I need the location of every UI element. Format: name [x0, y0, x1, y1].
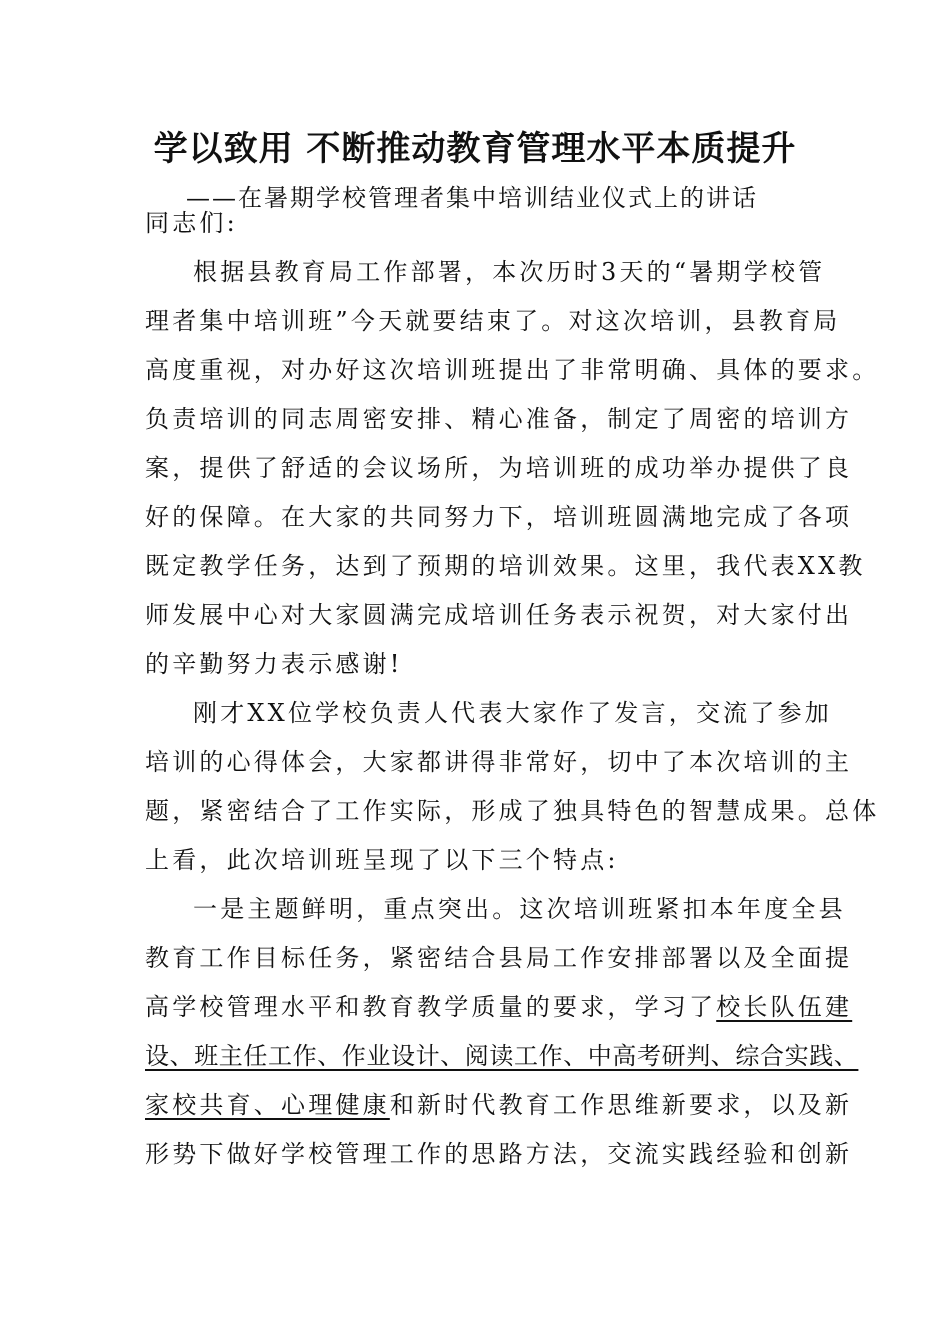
- paragraph-3-text: 和新时代教育工作思维新要求，以及新: [389, 1091, 853, 1119]
- paragraph-3-line: [145, 1038, 858, 1074]
- paragraph-3-text: 高学校管理水平和教育教学质量的要求，学习了: [145, 993, 717, 1021]
- paragraph-1-line: 既定教学任务，达到了预期的培训效果。这里，我代表XX教: [145, 552, 866, 580]
- paragraph-3-line: 教育工作目标任务，紧密结合县局工作安排部署以及全面提: [145, 944, 853, 972]
- paragraph-3-line: [145, 1087, 852, 1123]
- paragraph-1-line: 师发展中心对大家圆满完成培训任务表示祝贺，对大家付出: [145, 601, 853, 629]
- underlined-text: 家校共育、心理健康: [145, 1091, 390, 1119]
- document-title: 学以致用 不断推动教育管理水平本质提升: [153, 129, 797, 169]
- document-subtitle: ——在暑期学校管理者集中培训结业仪式上的讲话: [186, 184, 758, 212]
- paragraph-1-line: 高度重视，对办好这次培训班提出了非常明确、具体的要求。: [145, 356, 880, 384]
- paragraph-1-line: 的辛勤努力表示感谢!: [145, 650, 403, 678]
- paragraph-1-line: 根据县教育局工作部署，本次历时3天的“暑期学校管: [193, 258, 826, 286]
- paragraph-2-line: 刚才XX位学校负责人代表大家作了发言，交流了参加: [193, 699, 832, 727]
- underlined-text: 校长队伍建: [716, 993, 853, 1021]
- paragraph-3-line: [145, 989, 852, 1025]
- paragraph-2-line: 培训的心得体会，大家都讲得非常好，切中了本次培训的主: [145, 748, 853, 776]
- paragraph-1-line: 理者集中培训班”今天就要结束了。对这次培训，县教育局: [145, 307, 841, 335]
- paragraph-3-line: 一是主题鲜明，重点突出。这次培训班紧扣本年度全县: [193, 895, 846, 923]
- paragraph-1-line: 案，提供了舒适的会议场所，为培训班的成功举办提供了良: [145, 454, 853, 482]
- underlined-text: 设、班主任工作、作业设计、阅读工作、中高考研判、综合实践、: [145, 1042, 859, 1070]
- paragraph-3-line: 形势下做好学校管理工作的思路方法，交流实践经验和创新: [145, 1140, 853, 1168]
- paragraph-2-line: 题，紧密结合了工作实际，形成了独具特色的智慧成果。总体: [145, 797, 880, 825]
- paragraph-1-line: 好的保障。在大家的共同努力下，培训班圆满地完成了各项: [145, 503, 853, 531]
- salutation: 同志们:: [145, 209, 238, 237]
- paragraph-1-line: 负责培训的同志周密安排、精心准备，制定了周密的培训方: [145, 405, 853, 433]
- paragraph-2-line: 上看，此次培训班呈现了以下三个特点:: [145, 846, 619, 874]
